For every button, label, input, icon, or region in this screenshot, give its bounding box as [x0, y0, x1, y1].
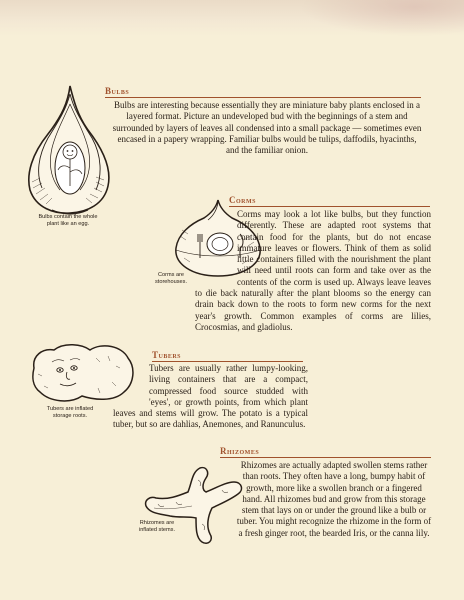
- rhizomes-body: Rhizomes are actually adapted swollen stems rather than roots. They often have a long, bumpy habit of growth, more like a swollen branch or a fingered hand. All rhizomes bud and grow from this storage stem that lays on or under the ground like a bulb or tuber. You might recognize the rhizome in the form of a fresh ginger root, the bearded Iris, or the canna lily.: [236, 460, 432, 538]
- corms-body-wrap: [195, 209, 431, 333]
- bulb-illustration: [18, 82, 118, 218]
- tubers-heading: Tubers: [152, 350, 303, 362]
- tubers-body-wrap: [113, 363, 308, 431]
- decorative-header-band: [0, 0, 464, 36]
- bulbs-caption: Bulbs contain the whole plant like an egg.: [38, 214, 98, 227]
- rhizome-illustration: [140, 460, 250, 550]
- rhizomes-caption: Rhizomes are inflated stems.: [138, 520, 176, 533]
- tubers-body: Tubers are usually rather lumpy-looking, living containers that are a compact, compressed food source studded with 'eyes', or growth points, from which plant leaves and stems will grow. The potato is a typical tuber, but so are dahlias, Anemones, and Ranunculus.: [113, 363, 308, 430]
- bulbs-heading: Bulbs: [105, 86, 421, 98]
- corms-body: Corms may look a lot like bulbs, but they function differently. These are adapted root systems that contain food for the plants, but do not encase immature leaves or flowers. Think of them as solid little containers filled with the nourishment the plant will need until roots can form and take over as the contents of the corm is used up. Always leave leaves to die back naturally after the plant blooms so the energy can drain back down to the roots to form new corms for the next year's growth. Common examples of corms are lilies, Crocosmias, and gladiolus.: [195, 209, 431, 332]
- tubers-caption: Tubers are inflated storage roots.: [46, 406, 94, 419]
- rhizomes-heading: Rhizomes: [220, 446, 431, 458]
- corms-heading: Corms: [229, 195, 430, 207]
- corms-caption: Corms are storehouses.: [154, 272, 188, 285]
- bulbs-body: Bulbs are interesting because essentially they are miniature baby plants enclosed in a layered format. Picture an undeveloped bud with the beginnings of a stem and surrounded by layers of leaves all condensed into a small package — sometimes even encased in a papery wrapping. Familiar bulbs would be tulips, daffodils, hyacinths, and the familiar onion.: [112, 100, 422, 156]
